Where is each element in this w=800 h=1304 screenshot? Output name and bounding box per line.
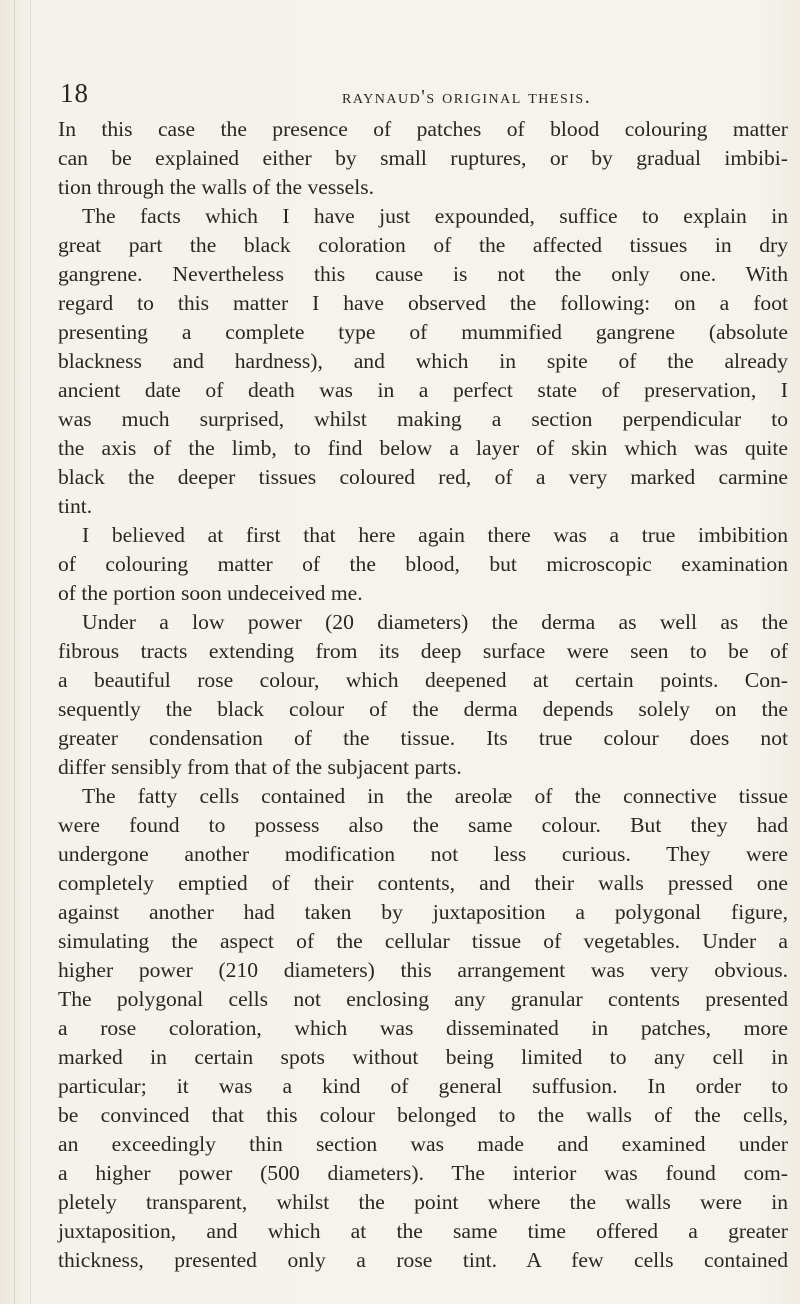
text-line: Under a low power (20 diameters) the derma as well as the (82, 610, 788, 634)
gutter-shadow (14, 0, 15, 1304)
text-line: thickness, presented only a rose tint. A few cells contained (58, 1248, 788, 1272)
text-line: fibrous tracts extending from its deep surface were seen to be of (58, 639, 788, 663)
text-line: undergone another modification not less curious. They were (58, 842, 788, 866)
text-line: In this case the presence of patches of blood colouring matter (58, 117, 788, 141)
page-number: 18 (60, 78, 89, 108)
text-line: sequently the black colour of the derma depends solely on the (58, 697, 788, 721)
text-line: differ sensibly from that of the subjacent parts. (58, 755, 462, 779)
text-line: The facts which I have just expounded, suffice to explain in (82, 204, 788, 228)
text-line: gangrene. Nevertheless this cause is not the only one. With (58, 262, 788, 286)
text-line: higher power (210 diameters) this arrangement was very obvious. (58, 958, 788, 982)
text-line: tint. (58, 494, 93, 518)
text-line: ancient date of death was in a perfect state of preservation, I (58, 378, 788, 402)
text-line: simulating the aspect of the cellular tissue of vegetables. Under a (58, 929, 788, 953)
text-line: The polygonal cells not enclosing any granular contents presented (58, 987, 788, 1011)
text-line: black the deeper tissues coloured red, of a very marked carmine (58, 465, 788, 489)
text-line: The fatty cells contained in the areolæ of the connective tissue (82, 784, 788, 808)
text-line: marked in certain spots without being limited to any cell in (58, 1045, 788, 1069)
text-line: can be explained either by small ruptures, or by gradual imbibi- (58, 146, 788, 170)
text-line: against another had taken by juxtaposition a polygonal figure, (58, 900, 788, 924)
text-line: a beautiful rose colour, which deepened at certain points. Con- (58, 668, 788, 692)
body-text (58, 115, 788, 1275)
text-line: be convinced that this colour belonged to the walls of the cells, (58, 1103, 788, 1127)
text-line: a higher power (500 diameters). The interior was found com- (58, 1161, 788, 1185)
text-line: of colouring matter of the blood, but microscopic examination (58, 552, 788, 576)
gutter-shadow (30, 0, 31, 1304)
text-line: particular; it was a kind of general suffusion. In order to (58, 1074, 788, 1098)
text-line: I believed at first that here again there was a true imbibition (82, 523, 788, 547)
running-head: raynaud's original thesis. (342, 86, 592, 108)
text-line: great part the black coloration of the affected tissues in dry (58, 233, 788, 257)
page-header (60, 78, 760, 118)
text-line: juxtaposition, and which at the same time offered a greater (58, 1219, 788, 1243)
text-line: blackness and hardness), and which in spite of the already (58, 349, 788, 373)
text-line: pletely transparent, whilst the point where the walls were in (58, 1190, 788, 1214)
text-line: of the portion soon undeceived me. (58, 581, 363, 605)
text-line: tion through the walls of the vessels. (58, 175, 375, 199)
text-line: completely emptied of their contents, and their walls pressed one (58, 871, 788, 895)
text-line: greater condensation of the tissue. Its true colour does not (58, 726, 788, 750)
text-line: the axis of the limb, to find below a layer of skin which was quite (58, 436, 788, 460)
text-line: were found to possess also the same colour. But they had (58, 813, 788, 837)
text-line: was much surprised, whilst making a section perpendicular to (58, 407, 788, 431)
text-line: an exceedingly thin section was made and examined under (58, 1132, 788, 1156)
text-line: presenting a complete type of mummified gangrene (absolute (58, 320, 788, 344)
text-line: regard to this matter I have observed the following: on a foot (58, 291, 788, 315)
text-line: a rose coloration, which was disseminated in patches, more (58, 1016, 788, 1040)
